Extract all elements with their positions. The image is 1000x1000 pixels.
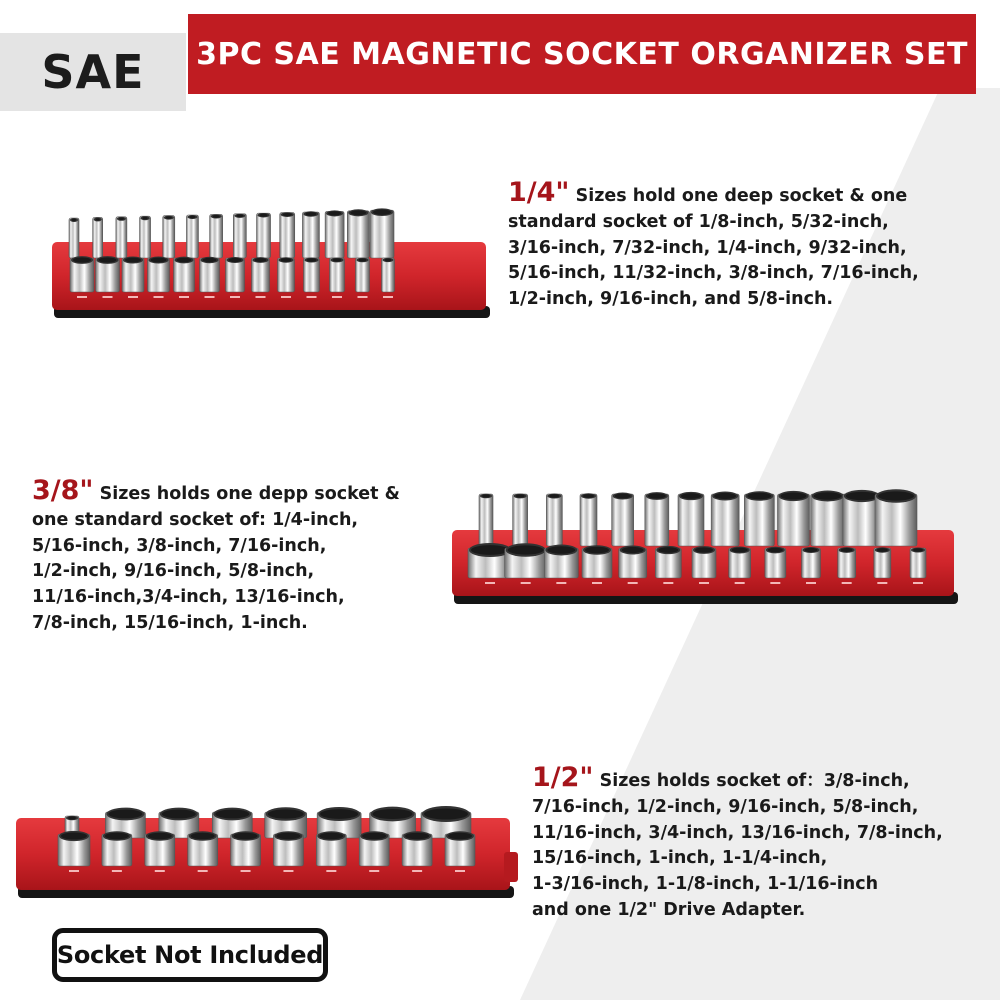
quarter-inch-drive-size: 1/4" [508, 177, 570, 208]
desc-line: 7/16-inch, 1/2-inch, 9/16-inch, 5/8-inch, [532, 796, 919, 817]
desc-line: 1/2-inch, 9/16-inch, and 5/8-inch. [508, 289, 834, 310]
desc-line: 3/16-inch, 7/32-inch, 1/4-inch, 9/32-inch, [508, 237, 907, 258]
socket-not-included-badge [52, 928, 328, 982]
desc-line: 5/16-inch, 11/32-inch, 3/8-inch, 7/16-inch, [508, 263, 919, 284]
page-title: 3PC SAE MAGNETIC SOCKET ORGANIZER SET [196, 36, 968, 72]
half-inch-drive-size: 1/2" [532, 762, 594, 793]
sae-tab [0, 33, 186, 111]
three-eighths-drive-size: 3/8" [32, 475, 94, 506]
desc-line: and one 1/2" Drive Adapter. [532, 899, 806, 920]
half-inch-description [532, 762, 943, 924]
quarter-inch-description [508, 177, 919, 313]
half-inch-socket-rail [16, 800, 520, 900]
sae-tab-label: SAE [41, 45, 145, 99]
quarter-inch-socket-rail [52, 206, 496, 320]
title-banner [188, 14, 976, 94]
desc-line: one standard socket of: 1/4-inch, [32, 509, 359, 530]
notice-label: Socket Not Included [56, 941, 324, 969]
three-eighths-description [32, 475, 400, 637]
three-eighths-socket-rail [452, 486, 964, 606]
desc-line: 15/16-inch, 1-inch, 1-1/4-inch, [532, 848, 828, 869]
desc-line: 11/16-inch, 3/4-inch, 13/16-inch, 7/8-inch, [532, 822, 943, 843]
desc-line: 11/16-inch,3/4-inch, 13/16-inch, [32, 587, 345, 608]
desc-line: 1-3/16-inch, 1-1/8-inch, 1-1/16-inch [532, 874, 879, 895]
desc-line: standard socket of 1/8-inch, 5/32-inch, [508, 211, 889, 232]
desc-line: Sizes holds socket of：3/8-inch, [599, 771, 910, 791]
desc-line: Sizes holds one depp socket & [99, 484, 400, 504]
desc-line: 7/8-inch, 15/16-inch, 1-inch. [32, 612, 308, 633]
desc-line: 1/2-inch, 9/16-inch, 5/8-inch, [32, 561, 315, 582]
desc-line: 5/16-inch, 3/8-inch, 7/16-inch, [32, 535, 327, 556]
desc-line: Sizes hold one deep socket & one [575, 186, 908, 206]
